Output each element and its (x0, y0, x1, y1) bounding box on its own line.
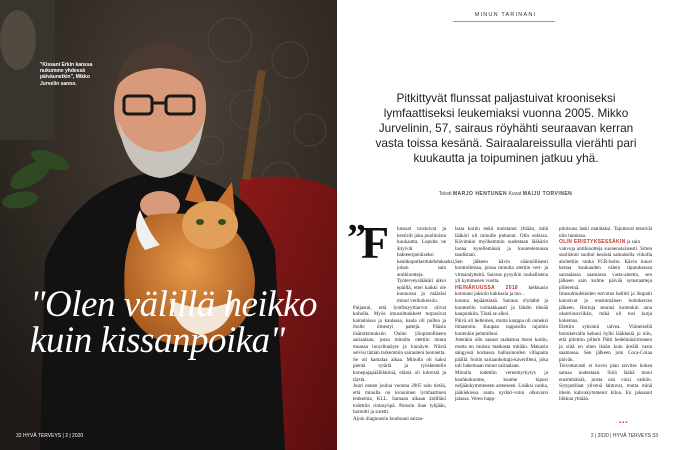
body-paragraph: Ajoin diagnoosin kuultuani sairaa- (353, 415, 424, 422)
body-paragraph: Sen jälkeen kävin säännöllisesti kontrolleissa, joissa minulta otettiin veri- ja virtsanäytteitä. Sairaus pysyikin rauhallisena yli kymmenen vuotta. (455, 258, 548, 285)
quote-mark-icon: ” (347, 217, 366, 259)
body-paragraph (455, 285, 548, 298)
body-column-3 (559, 226, 652, 403)
body-paragraph: Elettiin syksintä talvea. Viimeisellä hoitokerralla kehoni hylki lääkkeitä jo niin, että pilottiin pillerit Pätti hedelmäsiirtoneen ja siitä en siten ikään kuin äreälä vasta saamassa. Sen jälkeen join Coca-Colaa päivän. (559, 324, 652, 363)
body-paragraph: Juuri ennen joulua vuonna 2005 sain tietää, että minulla on krooninen lymfaattinen leukemia, KLL. Samaan aikaan äidilläni todettiin rintasyöpä. Putosin ihan tyhjään, harmitti ja suretti. (353, 383, 446, 416)
page-folio-left: 32 HYVÄ TERVEYS | 2 | 2020 (16, 433, 84, 439)
body-paragraph: Imusolmukkeiden turvotus hellitti ja ihopatit katosivat jo ensimmäisen hoitokerran jälkeen. Hoitoja seurasi kuitenkin aina okserinusviikko, mikä oli tosi kurja kokemus. (559, 291, 652, 324)
credit-text-label: Teksti (438, 191, 452, 197)
section-label: MINUN TARINANI (474, 12, 537, 18)
right-page (337, 0, 674, 450)
body-paragraph: Paljastui, että lymfosyyttiarvot olivat koholla. Myös imusolmukkeet turposivat kainaloissa ja kaulassa, kaula oli pullea ja iholle ilmestyi patteja. Pääsin lisätutkimuksiin Oulun yliopistolliseen sairaalaan, jossa minulta otettiin muun muassa luuydinnäyte ja luunäyte. Niistä selvisi tämän tarkemmin sairauteni luonnetta. (353, 304, 446, 357)
body-paragraph: Päivä oli helteinen, mutta kauppa oli onneksi ilmastoitu. Kaupan rappusilla tajuihin kuitenkin pehmilleni. (455, 317, 548, 337)
body-paragraph: vahvoja antibiootteja suonensisäisesti. Sitten suolistoni suoltui kesästä samaisella viikolla aloitettiin ranka FCR-hoito. Kävin kuusi kertaa kuukauden välein tiputuksessa sairaalassa saamassa vasta-ainetta, sen jälkeen sain kolme päivää sytostaatteja pillereinä. (559, 245, 652, 291)
drop-cap-letter: F (361, 217, 390, 268)
credit-photo-author: MAIJU TORVINEN (522, 191, 573, 197)
article-headline: "Olen välillä heikko kuin kissanpoika" (30, 284, 318, 361)
subheading-follow: ja sain (626, 239, 641, 246)
body-column-2 (455, 226, 548, 403)
body-paragraph: Jotenkin olin saanut raahattua itseni kotiin, mutta en muista matkasta mitään. Makasin sängyssä horkassa hallusinoiden villapaita päällä. Soitin sairaanhoitaja-kaverilleni, joka tuli hakemaan minut sairaalaan. (455, 337, 548, 370)
body-paragraph: lasta kotiin enkä muistanut yhtään, mitä lääkäri oli minulle puhunut. Olin sokissa. Kävimkin myöhemmin uudestaan lääkärin luona kysellemässä ja kuuntelemassa taudistani. (455, 226, 548, 259)
subheading-follow: kelkkasin kotonani jaksoin kukkasia ja tuo... (455, 284, 548, 298)
body-paragraph: kotona lepäämässä. Sairaus röyhähti ja kuumeilin voimakkaasti ja lähdin tiheää kaupunkiin. Tästä se alkoi. (455, 298, 548, 318)
subheading: OLIN ERISTYKSESSÄKIN (559, 239, 626, 246)
lead-paragraph: Pitkittyvät flunssat paljastuivat krooniseksi lymfaattiseksi leukemiaksi vuonna 2005. Mikko Jurvelinin, 57, sairaus röyhähti seuraavan kerran vasta toissa kesänä. Sairaalareissulla vierähti pari kuukautta ja toipuminen jatkuu yhä. (375, 91, 637, 165)
body-paragraph: Se oli kamalaa aikaa. Minulla oli kaksi pientä tytärtä ja työskentelin konepajapäällikkönä, elämä oli kiireistä ja täyttä. (353, 356, 446, 383)
photo-caption: "Kissani Erkin kanssa nukumme yhdessä päiväunetkin", Mikko Jurvelin sanoo. (40, 62, 93, 87)
subheading: HEINÄKUUSSA 2018 (455, 284, 518, 291)
body-column-1 (347, 217, 456, 422)
body-paragraph: lunssat toistuivat ja kestivät joka puolitoista kuukautta. Lopulta ne äityivät bakteeriperäiseksi keuhkoputkentulehdukseksi, johon sain antibiootteja. Työterveyslääkäri alkoi epäillä, ettei kaikki ole kunnossa ja määräsi minut verikokeisiin. (397, 226, 456, 305)
credit-text-author: MARJO HENTUNEN (452, 191, 508, 197)
article-credits (337, 191, 674, 197)
body-paragraph: Toivottavasti ei kovin pian tarvitse kokea samaa uudestaan. Siitä lääkä moni ensimmäistä, joista oisi voisi vatkiin. Sytypotilaat ylivenä lahtuvat, mutta minä itkein kahvakymmenit kiloa. En jaksanut liikkua yhtään. (559, 363, 652, 403)
section-rule (453, 21, 555, 22)
continue-mark: ▪▪▪ (619, 420, 629, 426)
credit-photo-label: Kuvat (508, 191, 522, 197)
body-paragraph: Minulla todettiin verenmyrkytys ja keuhkokuume, kuume kipusi neljäänkymmeneen asteeseen. Lisäksi vanha, jääkiekossa saatu nyrkki-votui olkavarsi jalassa. Veren happ- (455, 370, 548, 403)
page-folio-right: 2 | 2020 | HYVÄ TERVEYS 33 (590, 433, 658, 439)
body-paragraph (559, 239, 652, 246)
body-paragraph: pitoisuus laski matalaksi. Tajuttavat etenivät niin tunnissa. (559, 226, 652, 239)
